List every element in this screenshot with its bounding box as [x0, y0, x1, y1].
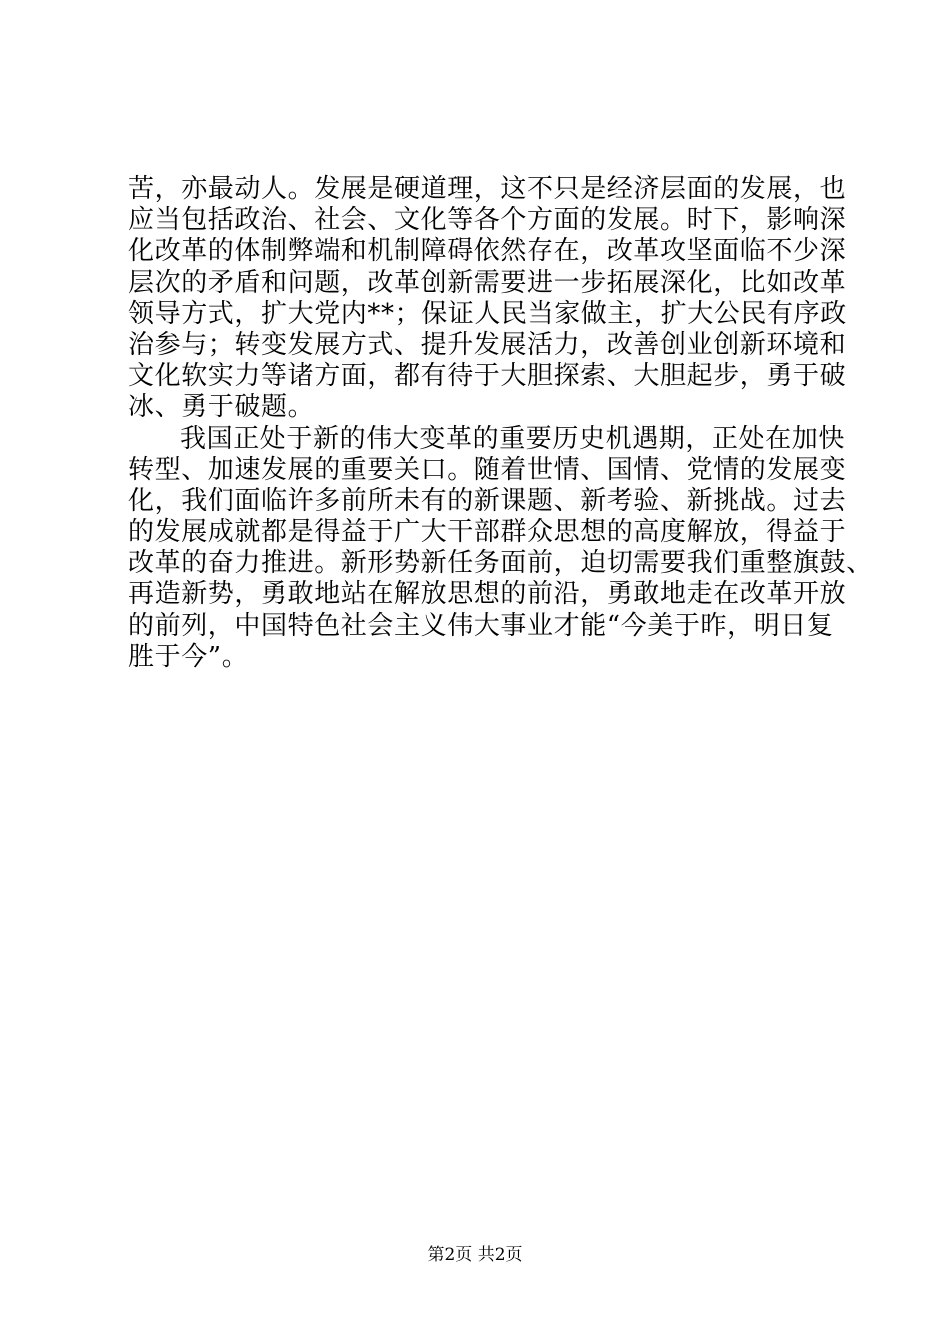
text-line: 化改革的体制弊端和机制障碍依然存在，改革攻坚面临不少深	[128, 236, 847, 267]
text-line: 化，我们面临许多前所未有的新课题、新考验、新挑战。过去	[128, 485, 847, 516]
text-line: 应当包括政治、社会、文化等各个方面的发展。时下，影响深	[128, 205, 847, 236]
text-line: 治参与；转变发展方式、提升发展活力，改善创业创新环境和	[128, 329, 847, 360]
paragraph-2	[128, 423, 873, 674]
text-line: 层次的矛盾和问题，改革创新需要进一步拓展深化，比如改革	[128, 267, 847, 298]
text-line: 冰、勇于破题。	[128, 392, 315, 423]
text-line: 我国正处于新的伟大变革的重要历史机遇期，正处在加快	[180, 423, 846, 454]
text-line: 改革的奋力推进。新形势新任务面前，迫切需要我们重整旗鼓、	[128, 548, 873, 579]
text-line: 领导方式，扩大党内**；保证人民当家做主，扩大公民有序政	[128, 298, 847, 329]
text-line: 苦，亦最动人。发展是硬道理，这不只是经济层面的发展，也	[128, 174, 847, 204]
text-line: 的发展成就都是得益于广大干部群众思想的高度解放，得益于	[128, 517, 847, 548]
text-line: 胜于今”。	[128, 641, 249, 672]
paragraph-1	[128, 174, 847, 424]
text-line: 文化软实力等诸方面，都有待于大胆探索、大胆起步，勇于破	[128, 361, 847, 392]
page-number-footer: 第2页 共2页	[427, 1245, 523, 1265]
text-line: 再造新势，勇敢地站在解放思想的前沿，勇敢地走在改革开放	[128, 579, 847, 610]
document-body	[128, 174, 873, 673]
text-line: 转型、加速发展的重要关口。随着世情、国情、党情的发展变	[128, 454, 847, 485]
text-line: 的前列，中国特色社会主义伟大事业才能“今美于昨，明日复	[128, 610, 834, 641]
